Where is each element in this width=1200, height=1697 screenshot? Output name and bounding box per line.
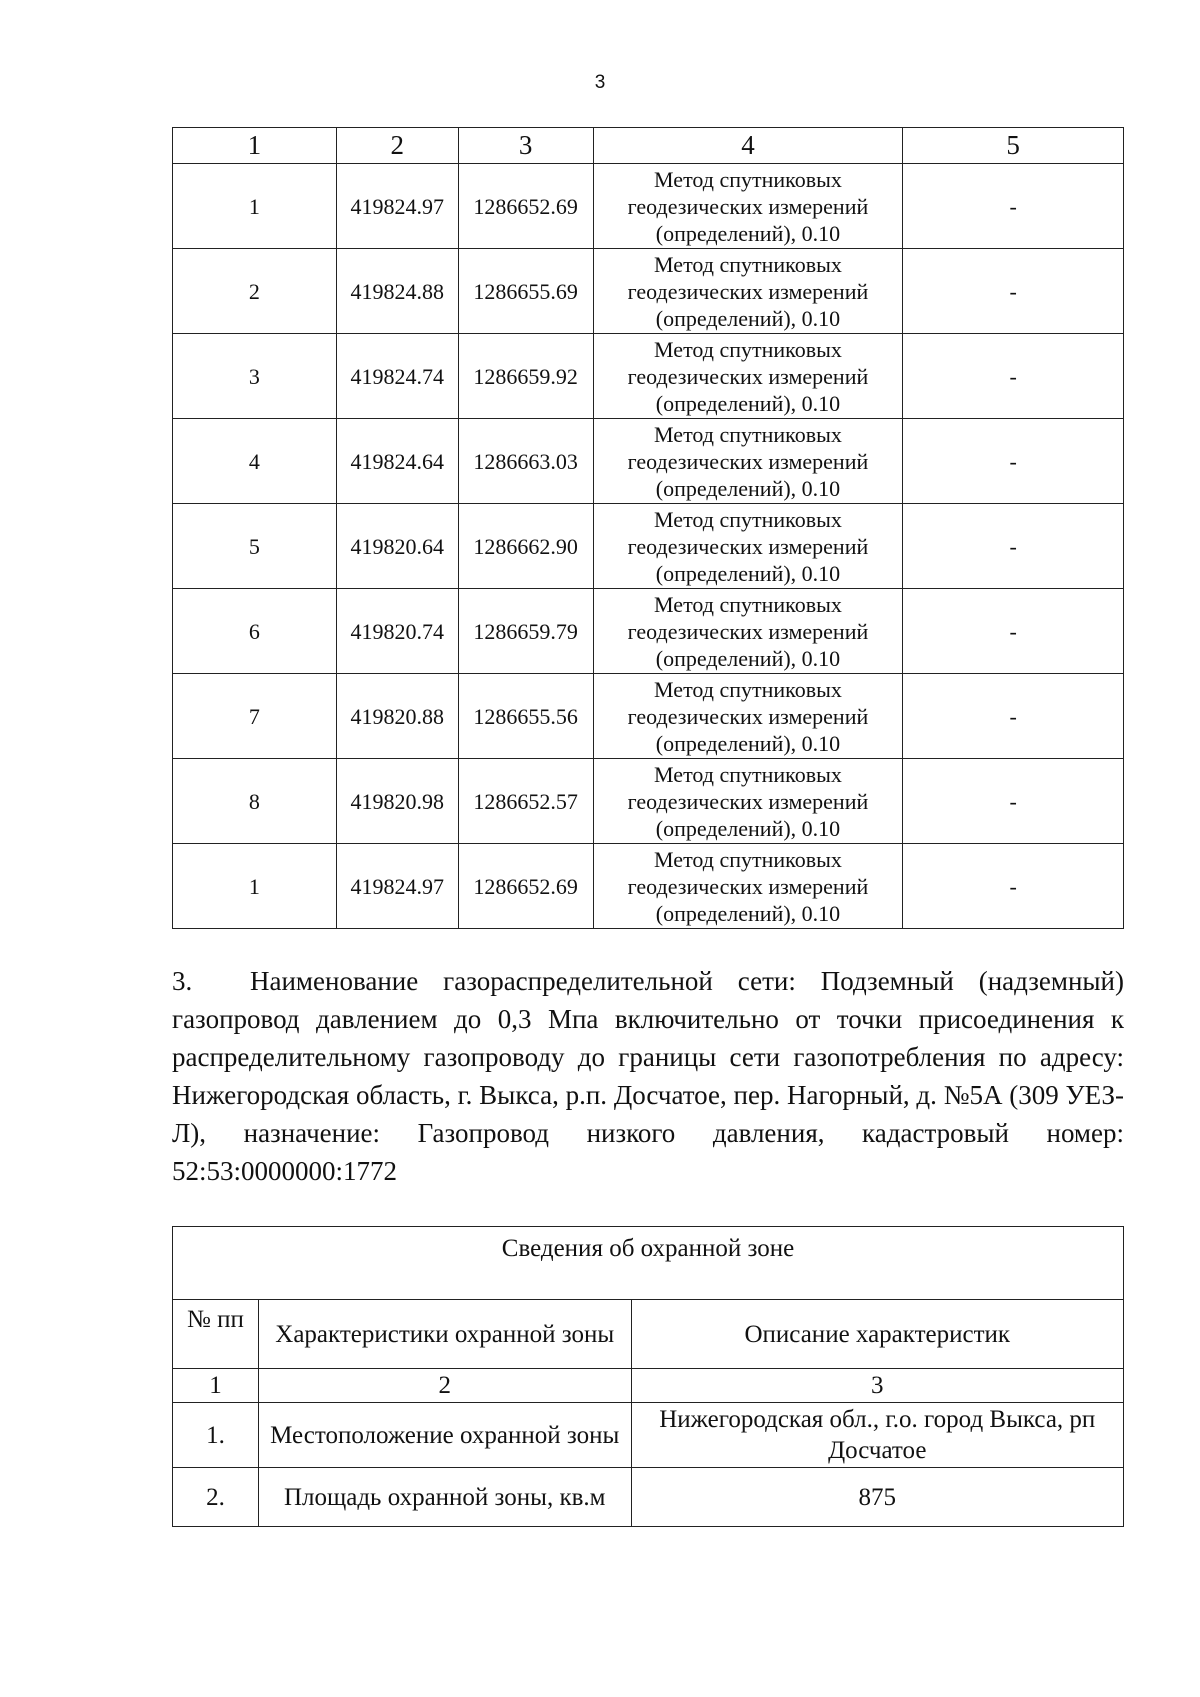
point-number: 1 [173, 844, 337, 929]
method-cell [593, 844, 903, 929]
point-number: 8 [173, 759, 337, 844]
method-line: (определений), 0.10 [655, 560, 841, 586]
header-cell: 3 [458, 128, 593, 164]
method-line: Метод спутниковых [654, 251, 842, 277]
note-cell: - [903, 589, 1124, 674]
method-line: геодезических измерений [627, 448, 869, 474]
method-line: (определений), 0.10 [655, 815, 841, 841]
point-number: 1 [173, 164, 337, 249]
table-row [173, 419, 1124, 504]
method-line: геодезических измерений [627, 703, 869, 729]
method-line: геодезических измерений [627, 533, 869, 559]
method-cell [593, 674, 903, 759]
method-line: Метод спутниковых [654, 676, 842, 702]
method-line: геодезических измерений [627, 873, 869, 899]
method-line: (определений), 0.10 [655, 305, 841, 331]
table-row [173, 164, 1124, 249]
point-number: 2 [173, 249, 337, 334]
method-line: Метод спутниковых [654, 166, 842, 192]
point-number: 6 [173, 589, 337, 674]
characteristic-name: Местоположение охранной зоны [258, 1403, 631, 1468]
method-line: Метод спутниковых [654, 846, 842, 872]
header-cell: 4 [593, 128, 903, 164]
characteristic-value: 875 [631, 1468, 1123, 1527]
header-cell: Описание характеристик [631, 1300, 1123, 1369]
coordinate-y: 1286659.79 [458, 589, 593, 674]
coordinate-x: 419820.88 [336, 674, 458, 759]
coordinate-x: 419820.74 [336, 589, 458, 674]
coordinate-y: 1286652.69 [458, 844, 593, 929]
table-row [173, 1468, 1124, 1527]
section-text: Наименование газораспределительной сети: Подземный (надземный) газопровод давлением до 0,3 Мпа включительно от точки присоединения к распределительному газопроводу до границы сети газопотребления по адресу: Нижегородская область, г. Выкса, р.п. Досчатое, пер. Нагорный, д. №5А (309 УЕЗ-Л), назначение: Газопровод низкого давления, кадастровый номер: 52:53:0000000:1772 [172, 966, 1124, 1186]
header-cell: Характеристики охранной зоны [258, 1300, 631, 1369]
point-number: 5 [173, 504, 337, 589]
method-line: (определений), 0.10 [655, 900, 841, 926]
point-number: 3 [173, 334, 337, 419]
note-cell: - [903, 334, 1124, 419]
protection-zone-table [172, 1226, 1124, 1527]
header-cell: 5 [903, 128, 1124, 164]
characteristic-value: Нижегородская обл., г.о. город Выкса, рп Досчатое [631, 1403, 1123, 1468]
header-cell: 2 [336, 128, 458, 164]
section-number: 3. [172, 966, 193, 996]
header-cell: № пп [173, 1300, 259, 1369]
point-number: 7 [173, 674, 337, 759]
coordinate-y: 1286652.57 [458, 759, 593, 844]
point-number: 4 [173, 419, 337, 504]
characteristic-name: Площадь охранной зоны, кв.м [258, 1468, 631, 1527]
table-row [173, 759, 1124, 844]
column-number: 1 [173, 1369, 259, 1403]
zone-table-title: Сведения об охранной зоне [173, 1227, 1124, 1300]
method-line: (определений), 0.10 [655, 220, 841, 246]
table-row [173, 589, 1124, 674]
table-row [173, 334, 1124, 419]
method-line: (определений), 0.10 [655, 475, 841, 501]
method-cell [593, 759, 903, 844]
coordinate-y: 1286655.69 [458, 249, 593, 334]
header-cell: 1 [173, 128, 337, 164]
method-line: Метод спутниковых [654, 506, 842, 532]
method-cell [593, 249, 903, 334]
zone-table-column-numbers [173, 1369, 1124, 1403]
method-line: геодезических измерений [627, 618, 869, 644]
coordinate-x: 419824.97 [336, 164, 458, 249]
table-row [173, 844, 1124, 929]
column-number: 3 [631, 1369, 1123, 1403]
page-number: 3 [594, 72, 606, 93]
note-cell: - [903, 759, 1124, 844]
coordinate-y: 1286659.92 [458, 334, 593, 419]
zone-table-header [173, 1300, 1124, 1369]
method-line: (определений), 0.10 [655, 390, 841, 416]
row-number: 1. [173, 1403, 259, 1468]
method-cell [593, 589, 903, 674]
method-cell [593, 334, 903, 419]
coordinate-y: 1286662.90 [458, 504, 593, 589]
column-number: 2 [258, 1369, 631, 1403]
table-row [173, 249, 1124, 334]
note-cell: - [903, 504, 1124, 589]
section-3-paragraph [172, 962, 1124, 1190]
method-line: геодезических измерений [627, 278, 869, 304]
note-cell: - [903, 419, 1124, 504]
coordinate-x: 419820.64 [336, 504, 458, 589]
coordinate-y: 1286663.03 [458, 419, 593, 504]
note-cell: - [903, 249, 1124, 334]
table-row [173, 674, 1124, 759]
table-row [173, 504, 1124, 589]
method-line: геодезических измерений [627, 788, 869, 814]
method-cell [593, 504, 903, 589]
coordinate-x: 419820.98 [336, 759, 458, 844]
method-line: Метод спутниковых [654, 336, 842, 362]
row-number: 2. [173, 1468, 259, 1527]
method-cell [593, 419, 903, 504]
coordinate-y: 1286652.69 [458, 164, 593, 249]
method-line: (определений), 0.10 [655, 645, 841, 671]
note-cell: - [903, 674, 1124, 759]
coordinates-table-header [173, 128, 1124, 164]
coordinate-x: 419824.88 [336, 249, 458, 334]
note-cell: - [903, 844, 1124, 929]
method-line: Метод спутниковых [654, 421, 842, 447]
coordinate-x: 419824.74 [336, 334, 458, 419]
coordinate-x: 419824.64 [336, 419, 458, 504]
method-line: (определений), 0.10 [655, 730, 841, 756]
note-cell: - [903, 164, 1124, 249]
method-line: геодезических измерений [627, 193, 869, 219]
method-line: Метод спутниковых [654, 761, 842, 787]
method-cell [593, 164, 903, 249]
coordinate-x: 419824.97 [336, 844, 458, 929]
method-line: геодезических измерений [627, 363, 869, 389]
coordinates-table [172, 127, 1124, 929]
table-row [173, 1403, 1124, 1468]
method-line: Метод спутниковых [654, 591, 842, 617]
coordinate-y: 1286655.56 [458, 674, 593, 759]
